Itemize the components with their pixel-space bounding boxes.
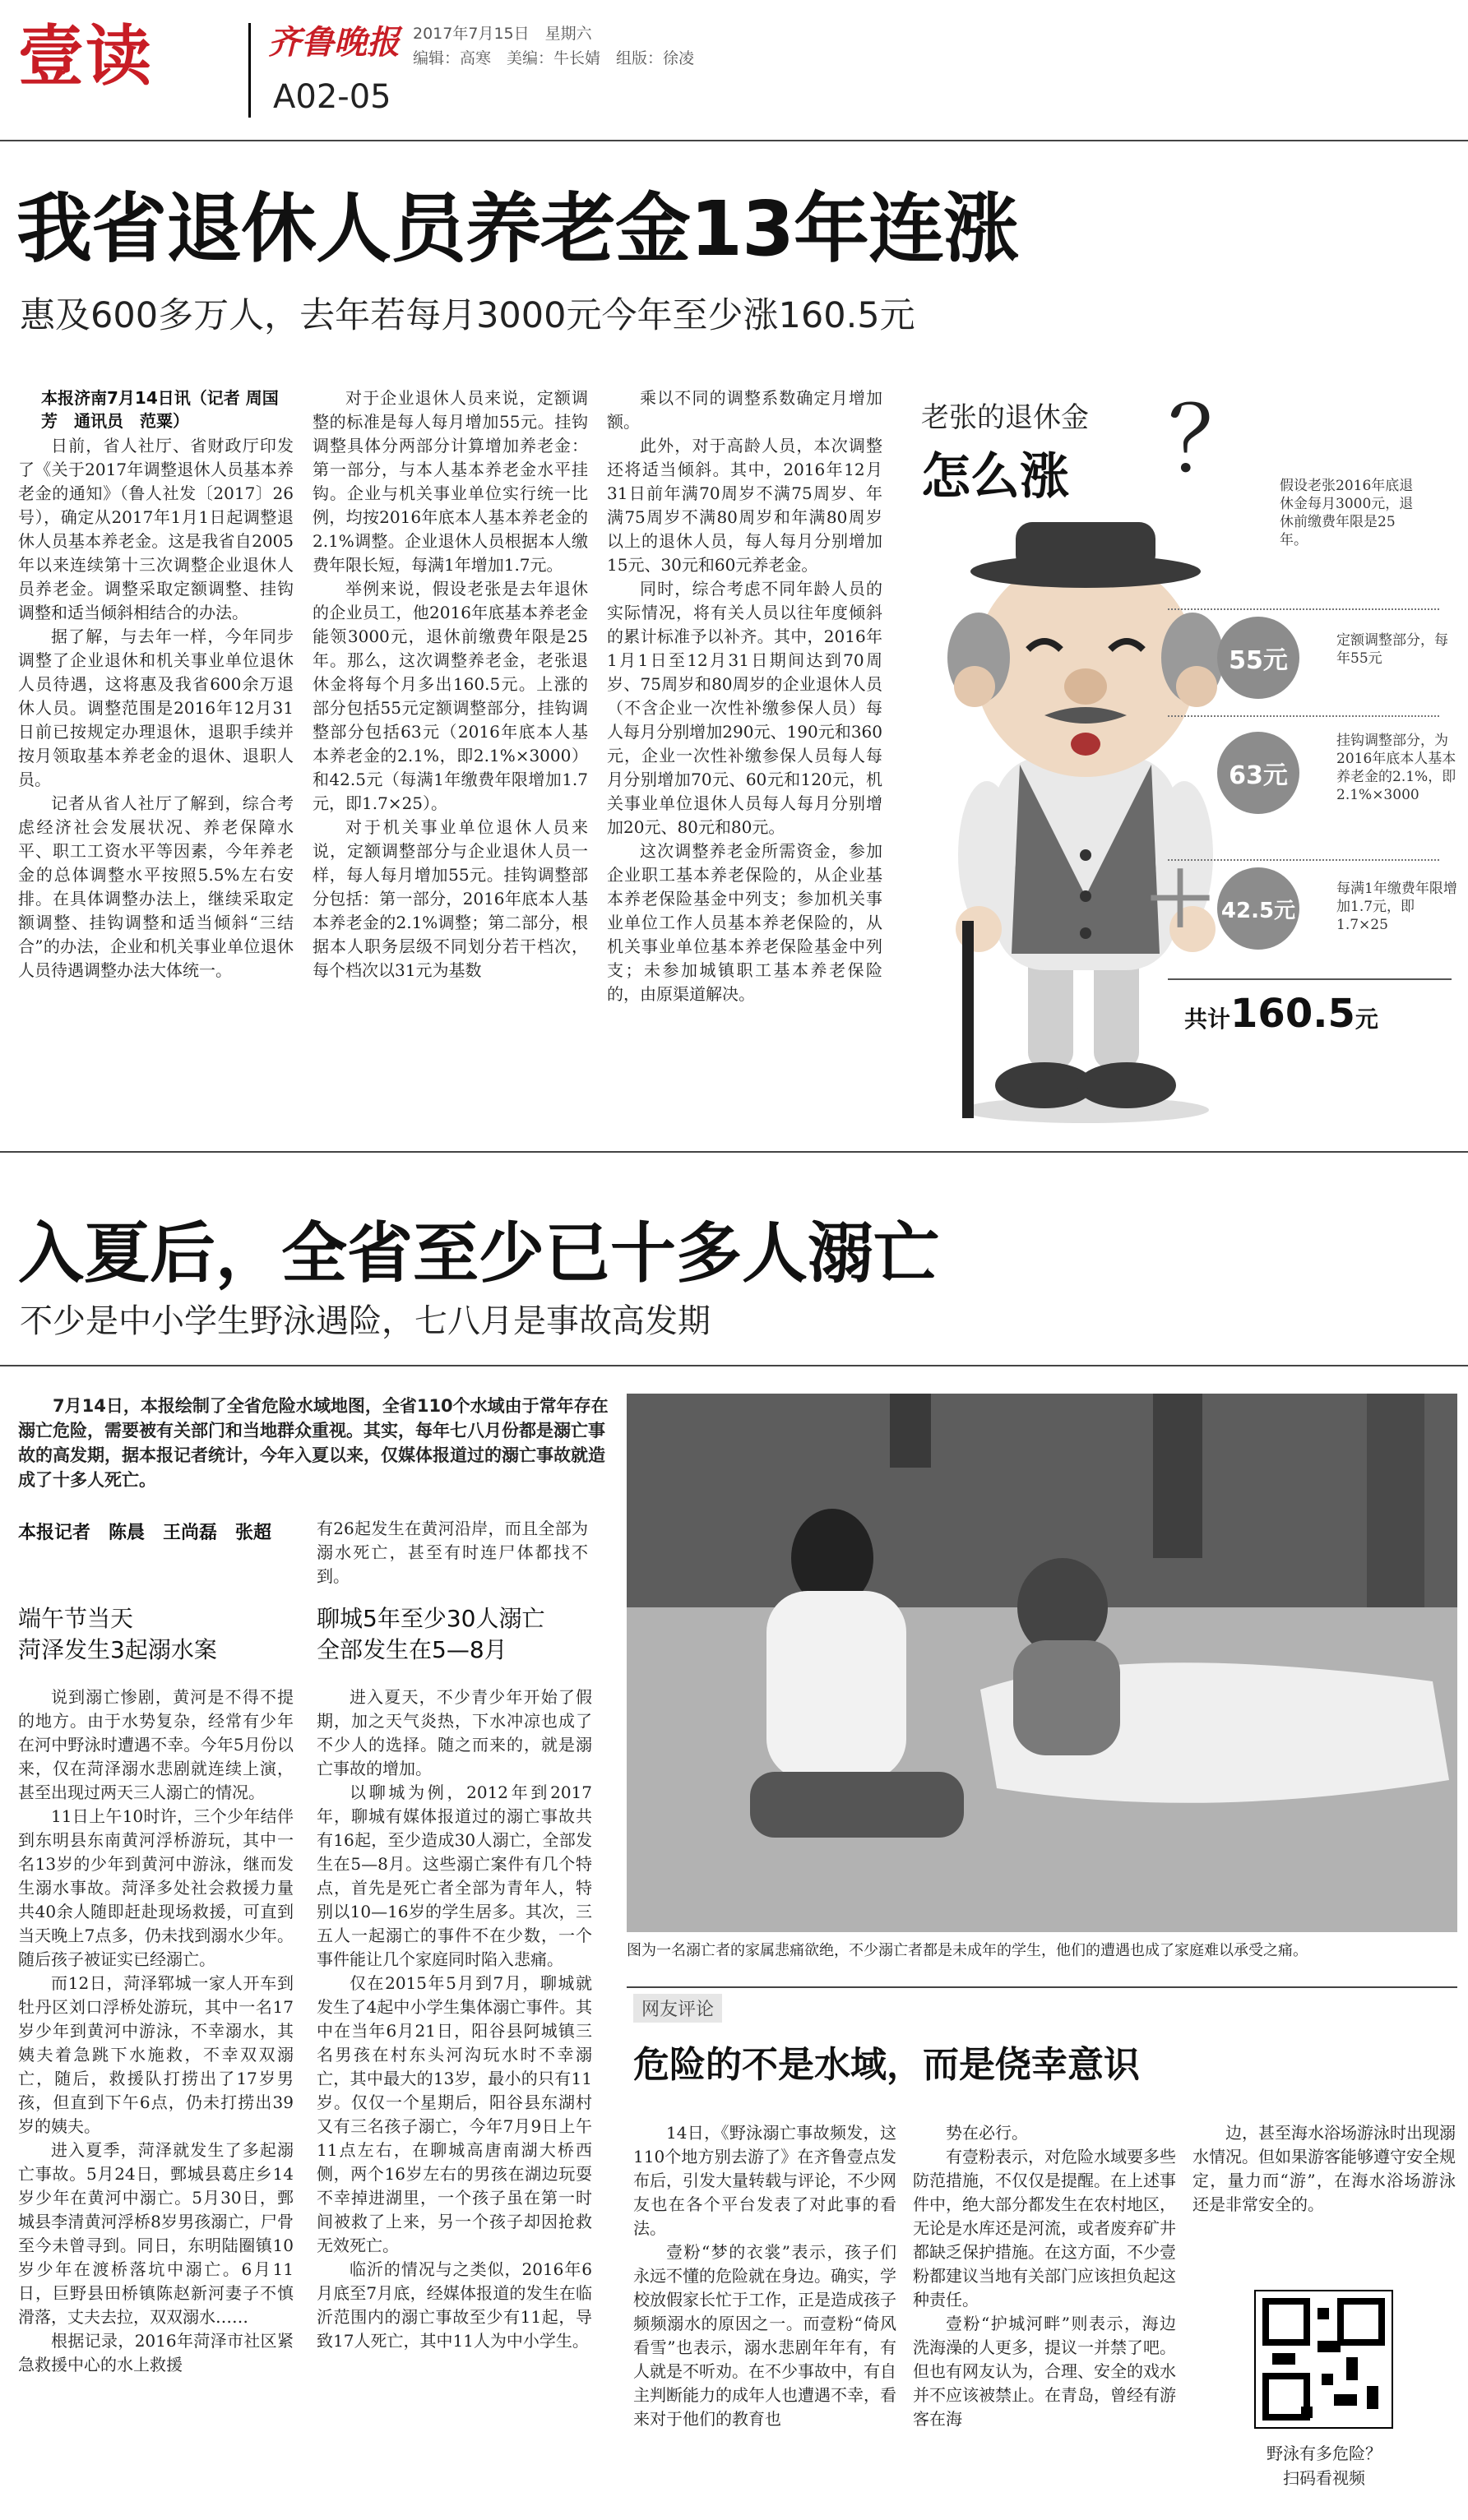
qr-module	[1301, 2407, 1313, 2418]
story2-c1-p3: 而12日，菏泽郓城一家人开车到牡丹区刘口浮桥处游玩，其中一名17岁少年到黄河中游泳，不幸溺水，其姨夫着急跳下水施救，不幸双双溺亡，随后，救援队打捞出了17岁男孩，但直到下午6点，仍未打捞出39岁的姨夫。	[18, 1973, 294, 2136]
comment-column-2	[913, 2121, 1176, 2508]
story2-c1-p4: 进入夏季，菏泽就发生了多起溺亡事故。5月24日，鄄城县葛庄乡14岁少年在黄河中溺亡。5月30日，鄄城县李清黄河浮桥8岁男孩溺亡，尸骨至今未曾寻到。同日，东明陆圈镇10岁少年在渡桥落坑中溺亡。6月11日，巨野县田桥镇陈赵新河妻子不慎滑落，丈夫去拉，双双溺水……	[18, 2140, 294, 2327]
issue-date: 2017年7月15日 星期六	[413, 25, 592, 43]
story1-c2-p2: 举例来说，假设老张是去年退休的企业员工，他2016年底基本养老金能领3000元，退休前缴费年限是25年。那么，这次调整养老金，老张退休金将每个月多出160.5元。上涨的部分包括55元定额调整部分，挂钩调整部分包括63元（2016年底本人基本养老金的2.1%，即2.1%×3000）和42.5元（每满1年缴费年限增加1.7元，即1.7×25）。	[313, 579, 588, 813]
story2-column-2	[317, 1685, 592, 2508]
story2-headline: 入夏后，全省至少已十多人溺亡	[18, 1215, 939, 1292]
story1-c1-p2: 据了解，与去年一样，今年同步调整了企业退休和机关事业单位退休人员待遇，这将惠及我省600余万退休人员。调整范围是2016年12月31日前已按规定办理退休，退职手续并按月领取基本养老金的退休、退职人员。	[18, 627, 294, 789]
comment-c2-p3: 壹粉“护城河畔”则表示，海边洗海澡的人更多，提议一并禁了吧。但也有网友认为，合理、安全的戏水并不应该被禁止。在青岛，曾经有游客在海	[913, 2314, 1176, 2429]
story2-byline: 本报记者 陈晨 王尚磊 张超	[18, 1523, 272, 1543]
story1-c2-p3: 对于机关事业单位退休人员来说，定额调整部分与企业退休人员一样，每人每月增加55元。挂钩调整部分包括：第一部分，2016年底本人基本养老金的2.1%调整；第二部分，根据本人职务层级不同划分若干档次，每个档次以31元为基数	[313, 817, 588, 980]
page-number: A02-05	[273, 78, 391, 116]
qr-module	[1334, 2394, 1357, 2406]
story2-c2-p3: 仅在2015年5月到7月，聊城就发生了4起中小学生集体溺亡事件。其中在当年6月21日，阳谷县阿城镇三名男孩在村东头河沟玩水时不幸溺亡，其中最大的13岁，最小的只有11岁。仅仅一个星期后，阳谷县东湖村又有三名孩子溺亡，今年7月9日上午11点左右，在聊城高唐南湖大桥西侧，两个16岁左右的男孩在湖边玩耍不幸掉进湖里，一个孩子虽在第一时间被救了上来，另一个孩子却因抢救无效死亡。	[317, 1973, 592, 2255]
qr-finder-tr	[1337, 2298, 1385, 2346]
total-value: 160.5	[1230, 991, 1355, 1037]
old-man-illustration	[929, 510, 1242, 1135]
comment-tag: 网友评论	[633, 1994, 722, 2023]
graphic-title-small: 老张的退休金	[921, 401, 1089, 434]
story2-c2-p2: 以聊城为例，2012年到2017年，聊城有媒体报道过的溺亡事故共有16起，至少造成30人溺亡，全部发生在5—8月。这些溺亡案件有几个特点，首先是死亡者全部为青年人，特别以10—16岁的学生居多。其次，三五人一起溺亡的事件不在少数，一个事件能让几个家庭同时陷入悲痛。	[317, 1782, 592, 1969]
photo-caption: 图为一名溺亡者的家属悲痛欲绝，不少溺亡者都是未成年的学生，他们的遭遇也成了家庭难以承受之痛。	[627, 1942, 1308, 1959]
total-rule	[1168, 978, 1452, 980]
story1-bottom-rule	[0, 1151, 1468, 1153]
story1-c3-p3: 同时，综合考虑不同年龄人员的实际情况，将有关人员以往年度倾斜的累计标准予以补齐。其中，2016年1月1日至12月31日期间达到70周岁、75周岁和80周岁的企业退休人员（不含企业一次性补缴参保人员）每人每月分别增加290元、190元和360元，企业一次性补缴参保人员每人每月分别增加70元、60元和120元，机关事业单位退休人员每人每月分别增加20元、80元和80元。	[607, 579, 882, 837]
story2-subheading-2: 聊城5年至少30人溺亡 全部发生在5—8月	[317, 1605, 545, 1663]
question-mark: ？	[1168, 387, 1258, 492]
qr-module	[1346, 2357, 1358, 2380]
note-63: 挂钩调整部分，为2016年底本人基本养老金的2.1%，即2.1%×3000	[1336, 733, 1456, 803]
comment-headline: 危险的不是水域，而是侥幸意识	[633, 2044, 1140, 2086]
story2-head-rule	[0, 1365, 1468, 1366]
story1-byline: 本报济南7月14日讯（记者 周国芳 通讯员 范粟）	[41, 388, 279, 431]
qr-module	[1272, 2353, 1295, 2365]
comment-c1-p1: 14日，《野泳溺亡事故频发，这110个地方别去游了》在齐鲁壹点发布后，引发大量转载与评论，不少网友也在各个平台发表了对此事的看法。	[633, 2123, 896, 2238]
total-line	[1184, 991, 1378, 1037]
graphic-divider-2	[1168, 715, 1439, 717]
story2-subheading-1: 端午节当天 菏泽发生3起溺水案	[18, 1605, 217, 1663]
graphic-intro: 假设老张2016年底退休金每月3000元，退休前缴费年限是25年。	[1280, 478, 1414, 548]
story1-c3-p4: 这次调整养老金所需资金，参加企业职工基本养老保险的，从企业基本养老保险基金中列支；参加机关事业单位工作人员基本养老保险的，从机关事业单位基本养老保险基金中列支；未参加城镇职工基本养老保险的，由原渠道解决。	[607, 841, 882, 1004]
comment-c2-p2: 有壹粉表示，对危险水域要多些防范措施，不仅仅是提醒。在上述事件中，绝大部分都发生在农村地区，无论是水库还是河流，或者废弃矿井都缺乏保护措施。在这方面，不少壹粉都建议当地有关部门应该担负起这种责任。	[913, 2147, 1176, 2310]
story1-subhead: 惠及600多万人，去年若每月3000元今年至少涨160.5元	[20, 295, 915, 336]
note-42: 每满1年缴费年限增加1.7元，即1.7×25	[1336, 881, 1457, 933]
qr-module	[1317, 2308, 1329, 2319]
story2-c1-p2: 11日上午10时许，三个少年结伴到东明县东南黄河浮桥游玩，其中一名13岁的少年到黄河中游泳，继而发生溺水事故。菏泽多处社会救援力量共40余人随即赶赴现场救援，可直到当天晚上7点多，仍未找到溺水少年。随后孩子被证实已经溺亡。	[18, 1806, 294, 1969]
story1-column-2	[313, 386, 588, 1126]
section-title: 壹读	[18, 18, 153, 95]
story2-subhead: 不少是中小学生野泳遇险，七八月是事故高发期	[20, 1302, 711, 1340]
plus-sign: ＋	[1143, 857, 1217, 943]
story1-c2-p1: 对于企业退休人员来说，定额调整的标准是每人每月增加55元。挂钩调整具体分两部分计算增加养老金：第一部分，与本人基本养老金水平挂钩。企业与机关事业单位实行统一比例，均按2016年底本人基本养老金的2.1%调整。企业退休人员根据本人缴费年限长短，每满1年增加1.7元。	[313, 388, 588, 575]
story2-c2-p4: 临沂的情况与之类似，2016年6月底至7月底，经媒体报道的发生在临沂范围内的溺亡事故至少有11起，导致17人死亡，其中11人为中小学生。	[317, 2259, 592, 2351]
amount-55-circle: 55元	[1217, 617, 1299, 699]
qr-finder-tl	[1262, 2298, 1310, 2346]
masthead-bottom-rule	[0, 140, 1468, 141]
comment-c1-p2: 壹粉“梦的衣裳”表示，孩子们永远不懂的危险就在身边。确实，学校放假家长忙于工作，正是造成孩子频频溺水的原因之一。而壹粉“倚风看雪”也表示，溺水悲剧年年有，有人就是不听劝。在不少事故中，有自主判断能力的成年人也遭遇不幸，看来对于他们的教育也	[633, 2242, 896, 2429]
qr-module	[1367, 2386, 1378, 2409]
story1-c3-p1: 乘以不同的调整系数确定月增加额。	[607, 388, 882, 432]
news-photo	[627, 1394, 1457, 1932]
story1-column-1	[18, 434, 294, 1125]
masthead	[0, 0, 1468, 140]
story2-c1-p5: 根据记录，2016年菏泽市社区紧急救援中心的水上救援	[18, 2331, 294, 2374]
total-label: 共计	[1184, 1006, 1231, 1033]
photo-scene	[627, 1394, 1457, 1932]
story1-headline: 我省退休人员养老金13年连涨	[16, 185, 1019, 273]
comment-c3-p1: 边，甚至海水浴场游泳时出现溺水情况。但如果游客能够遵守安全规定，量力而“游”，在海水浴场游泳还是非常安全的。	[1192, 2123, 1456, 2214]
comment-column-3	[1192, 2121, 1456, 2245]
story2-column-1	[18, 1685, 294, 2508]
comment-column-1	[633, 2121, 896, 2508]
story2-c2-p1: 进入夏天，不少青少年开始了假期，加之天气炎热，下水冲凉也成了不少人的选择。随之而来的，就是溺亡事故的增加。	[317, 1687, 592, 1778]
story1-column-3	[607, 386, 882, 1126]
pension-infographic	[896, 378, 1464, 1135]
story2-c1-p1: 说到溺亡惨剧，黄河是不得不提的地方。由于水势复杂，经常有少年在河中野泳时遭遇不幸。今年5月份以来，仅在菏泽溺水悲剧就连续上演，甚至出现过两天三人溺亡的情况。	[18, 1687, 294, 1802]
qr-module	[1322, 2374, 1333, 2385]
story1-c1-p3: 记者从省人社厅了解到，综合考虑经济社会发展状况、养老保障水平、职工工资水平等因素，今年养老金的总体调整水平按照5.5%左右安排。在具体调整办法上，继续采取定额调整、挂钩调整和适当倾斜“三结合”的办法，企业和机关事业单位退休人员待遇调整办法大体统一。	[18, 793, 294, 980]
qr-code[interactable]	[1254, 2290, 1393, 2429]
graphic-title-big: 怎么涨	[921, 448, 1069, 506]
paper-logo: 齐鲁晚报	[268, 23, 400, 62]
note-55: 定额调整部分，每年55元	[1336, 632, 1448, 667]
story1-c1-p1: 日前，省人社厅、省财政厅印发了《关于2017年调整退休人员基本养老金的通知》（鲁人社发〔2017〕26号），确定从2017年1月1日起调整退休人员基本养老金。这是我省自2005年以来连续第十三次调整企业退休人员养老金。调整采取定额调整、挂钩调整和适当倾斜相结合的办法。	[18, 436, 294, 622]
editor-credits: 编辑：高寒 美编：牛长婧 组版：徐凌	[413, 49, 695, 67]
comment-c2-p1: 势在必行。	[946, 2123, 1028, 2143]
story1-c3-p2: 此外，对于高龄人员，本次调整还将适当倾斜。其中，2016年12月31日前年满70周岁不满75周岁、年满75周岁不满80周岁和年满80周岁以上的退休人员，每人每月分别增加15元、30元和60元养老金。	[607, 436, 882, 575]
qr-caption-1: 野泳有多危险？	[1267, 2444, 1382, 2463]
qr-module	[1317, 2341, 1341, 2352]
story2-column-2-top: 有26起发生在黄河沿岸，而且全部为溺水死亡，甚至有时连尸体都找不到。	[317, 1519, 588, 1586]
comment-rule	[627, 1986, 1457, 1988]
amount-63-circle: 63元	[1217, 732, 1299, 814]
qr-caption-2: 扫码看视频	[1283, 2468, 1365, 2488]
graphic-divider-1	[1168, 608, 1439, 610]
amount-42-circle: 42.5元	[1217, 867, 1299, 950]
total-unit: 元	[1355, 1006, 1378, 1033]
story2-lead: 7月14日，本报绘制了全省危险水域地图，全省110个水域由于常年存在溺亡危险，需要被有关部门和当地群众重视。其实，每年七八月份都是溺亡事故的高发期，据本报记者统计，今年入夏以来，仅媒体报道过的溺亡事故就造成了十多人死亡。	[18, 1396, 609, 1490]
masthead-divider	[248, 23, 251, 118]
